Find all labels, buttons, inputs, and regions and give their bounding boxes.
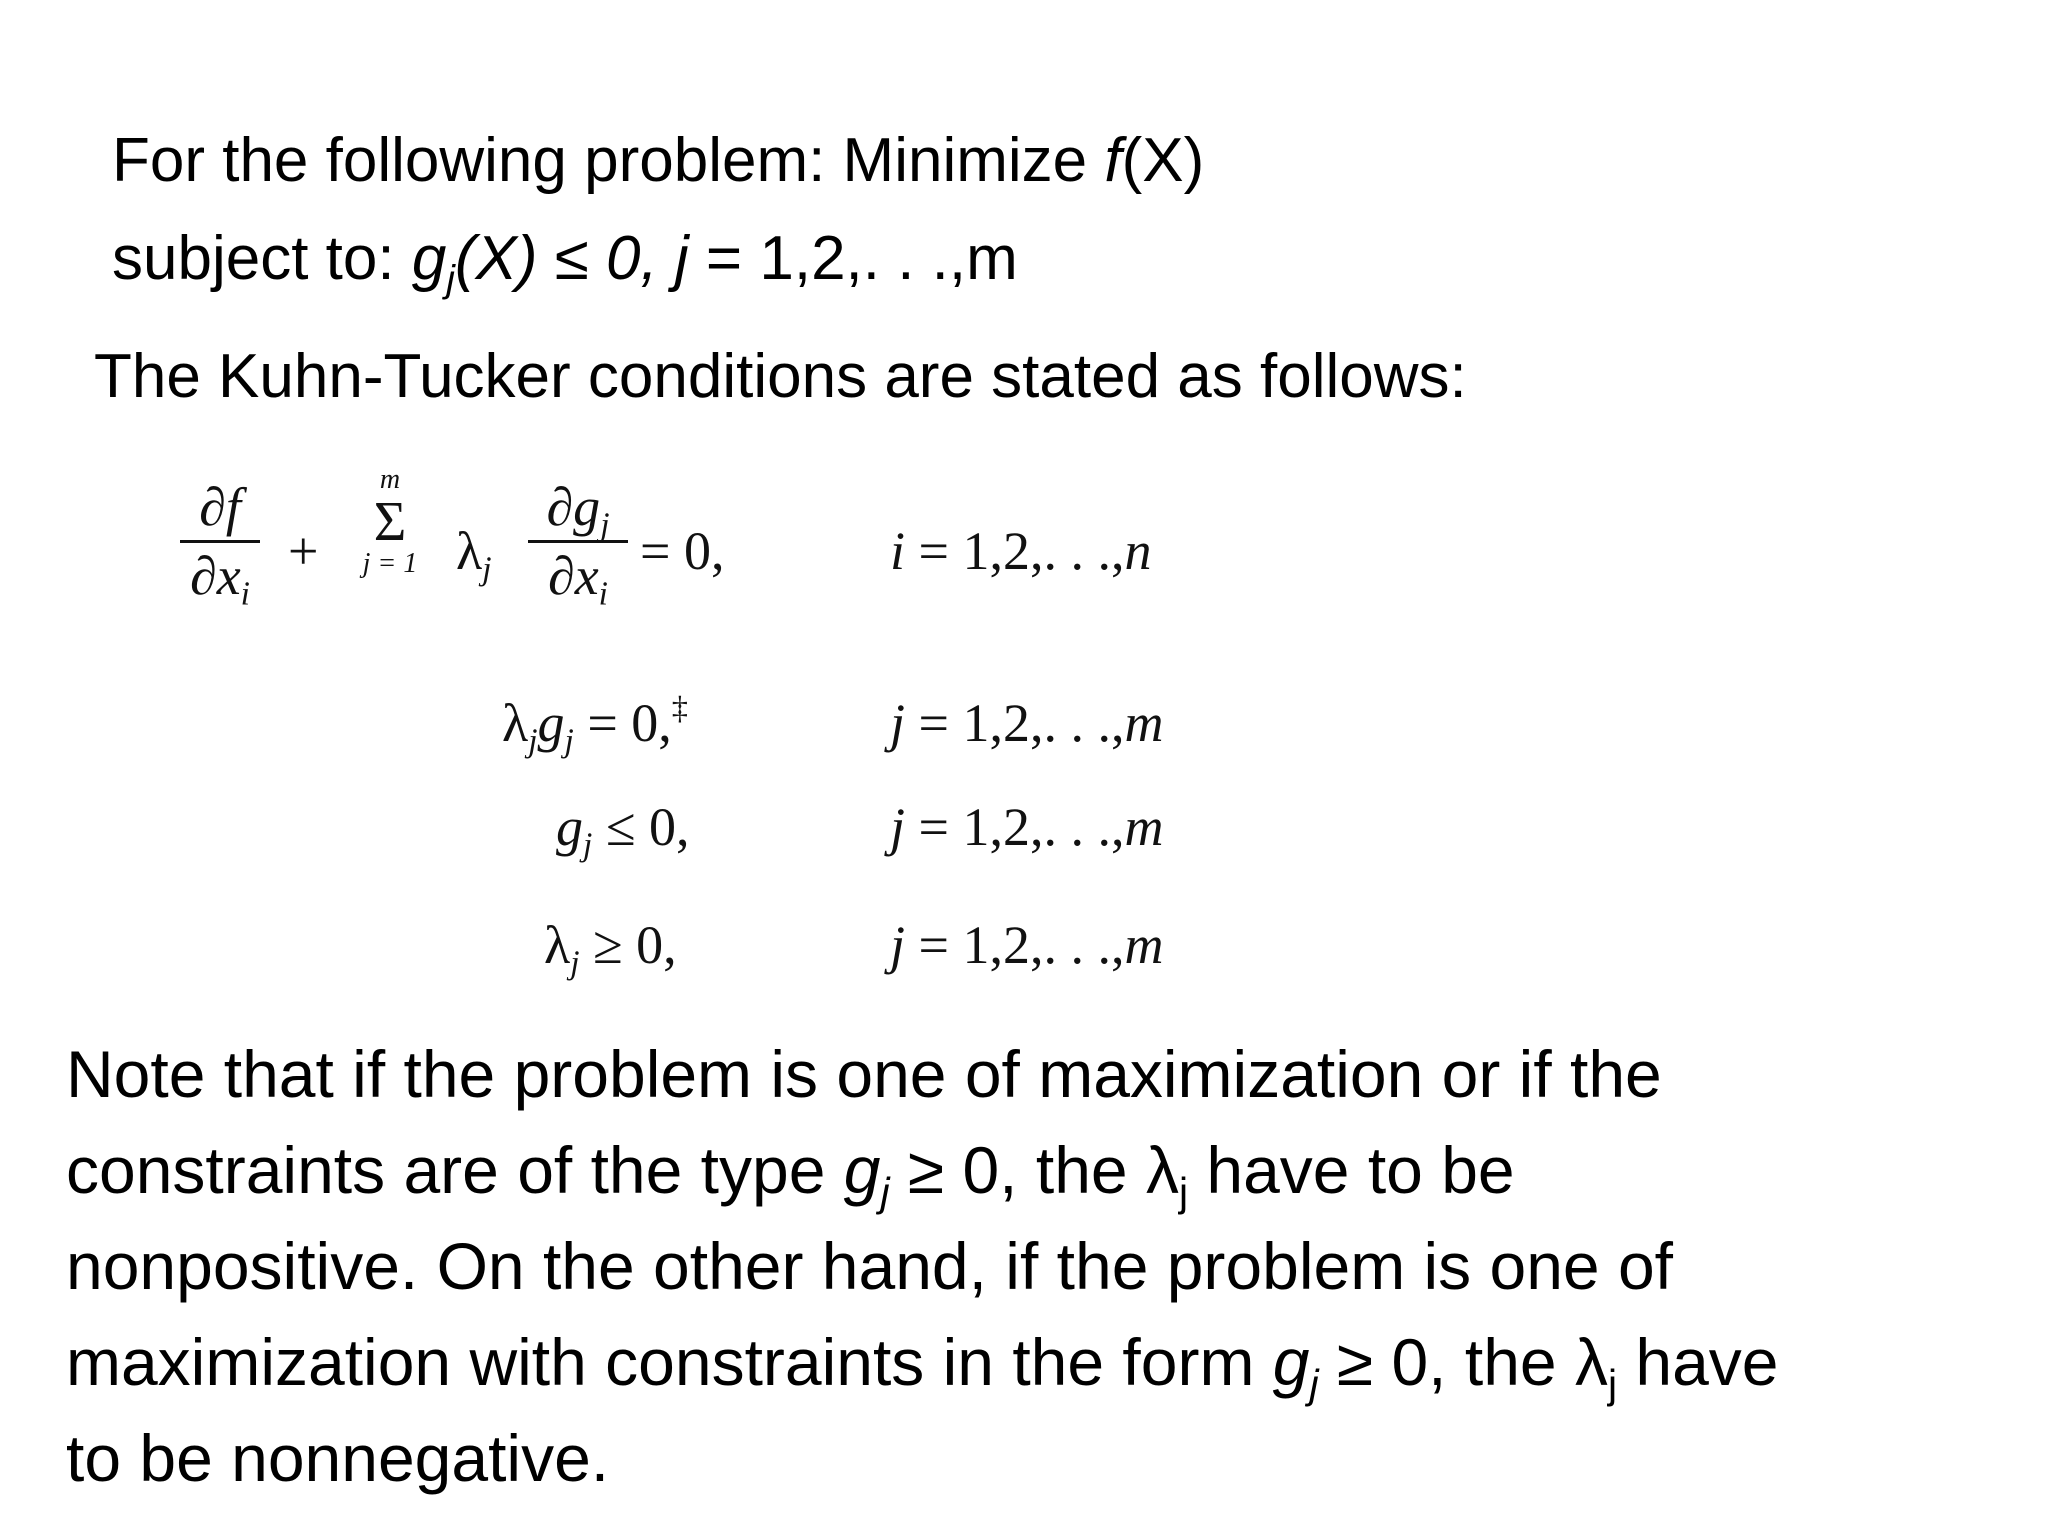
objective-function: f (1104, 126, 1122, 195)
note-paragraph (66, 1026, 2026, 1506)
g-subscript: j (583, 826, 593, 864)
constraint-index: j (674, 224, 689, 293)
note-line-1: Note that if the problem is one of maximization or if the (66, 1037, 1662, 1111)
constraint-subscript: j (446, 257, 455, 301)
fraction-bar (180, 540, 260, 543)
range-end: m (1124, 915, 1164, 975)
g-symbol: g (843, 1133, 881, 1207)
eq4-rhs: ≥ 0, (579, 915, 677, 975)
note-text: have to be (1188, 1133, 1515, 1207)
plus-sign: + (288, 521, 319, 581)
lambda-symbol: λ (456, 521, 483, 581)
df-dxi-fraction (180, 477, 260, 613)
dx-symbol: ∂x (190, 546, 241, 606)
range-values: = 1,2,. . ., (905, 693, 1125, 753)
eq3-rhs: ≤ 0, (592, 797, 690, 857)
note-line-2 (66, 1122, 2026, 1218)
range-index: j (890, 693, 906, 753)
g-subscript: j (564, 722, 574, 760)
eq2-rhs: = 0, (573, 693, 672, 753)
range-index: j (890, 915, 906, 975)
lambda-subscript: j (528, 722, 538, 760)
g-symbol: g (556, 797, 583, 857)
note-text: have (1617, 1325, 1779, 1399)
range-values: = 1,2,. . ., (905, 797, 1125, 857)
sum-upper-limit: m (379, 464, 401, 495)
lambda-subscript: j (1607, 1361, 1618, 1408)
note-text: ≥ 0, the λ (1318, 1325, 1608, 1399)
dg-subscript: j (600, 506, 610, 544)
problem-text: For the following problem: Minimize (112, 126, 1105, 195)
constraint-g: g (411, 224, 447, 293)
range-end: n (1124, 521, 1152, 581)
lambda-symbol: λ (544, 915, 571, 975)
note-line-4 (66, 1314, 2026, 1410)
note-line-5: to be nonnegative. (66, 1421, 610, 1495)
range-end: m (1124, 693, 1164, 753)
eq4-lhs (544, 915, 677, 982)
summation (340, 466, 440, 578)
kt-heading: The Kuhn-Tucker conditions are stated as follows: (94, 342, 1467, 411)
g-symbol: g (1272, 1325, 1310, 1399)
dgj-dxi-fraction (528, 477, 628, 613)
range-index: i (890, 521, 906, 581)
dxi-denominator (528, 546, 628, 613)
lambda-subscript: j (1178, 1169, 1189, 1216)
note-text: constraints are of the type (66, 1133, 844, 1207)
g-subscript: j (1309, 1361, 1319, 1408)
g-subscript: j (880, 1169, 890, 1216)
eq2-lhs (502, 690, 688, 760)
sum-lower-limit: j = 1 (362, 548, 418, 579)
dx-symbol: ∂x (548, 546, 599, 606)
constraint-expr: (X) ≤ 0, (454, 224, 675, 293)
eq3-range (890, 797, 1164, 857)
sigma-symbol: Σ (373, 491, 407, 553)
note-line-3: nonpositive. On the other hand, if the problem is one of (66, 1229, 1674, 1303)
lambda-subscript: j (482, 550, 492, 588)
note-text: ≥ 0, the λ (889, 1133, 1179, 1207)
df-numerator: ∂f (199, 477, 241, 537)
eq1-rhs: = 0, (640, 521, 725, 581)
objective-argument: (X) (1121, 126, 1205, 195)
dg-symbol: ∂g (546, 477, 601, 537)
dx-subscript: i (240, 575, 250, 613)
subject-to-label: subject to: (112, 224, 412, 293)
dxi-denominator (180, 546, 260, 613)
range-values: = 1,2,. . ., (905, 521, 1125, 581)
double-dagger-footnote: ‡ (671, 690, 688, 727)
g-symbol: g (537, 693, 565, 753)
eq1-range (890, 521, 1152, 581)
eq2-range (890, 693, 1164, 753)
dx-subscript: i (598, 575, 608, 613)
lambda-j (456, 521, 492, 588)
fraction-bar (528, 540, 628, 543)
lambda-subscript: j (570, 944, 580, 982)
lambda-symbol: λ (502, 693, 529, 753)
range-end: m (1124, 797, 1164, 857)
range-index: j (890, 797, 906, 857)
constraint-range: = 1,2,. . .,m (688, 224, 1018, 293)
eq4-range (890, 915, 1164, 975)
range-values: = 1,2,. . ., (905, 915, 1125, 975)
dgj-numerator (528, 477, 628, 544)
note-text: maximization with constraints in the form (66, 1325, 1273, 1399)
eq3-lhs (556, 797, 690, 864)
